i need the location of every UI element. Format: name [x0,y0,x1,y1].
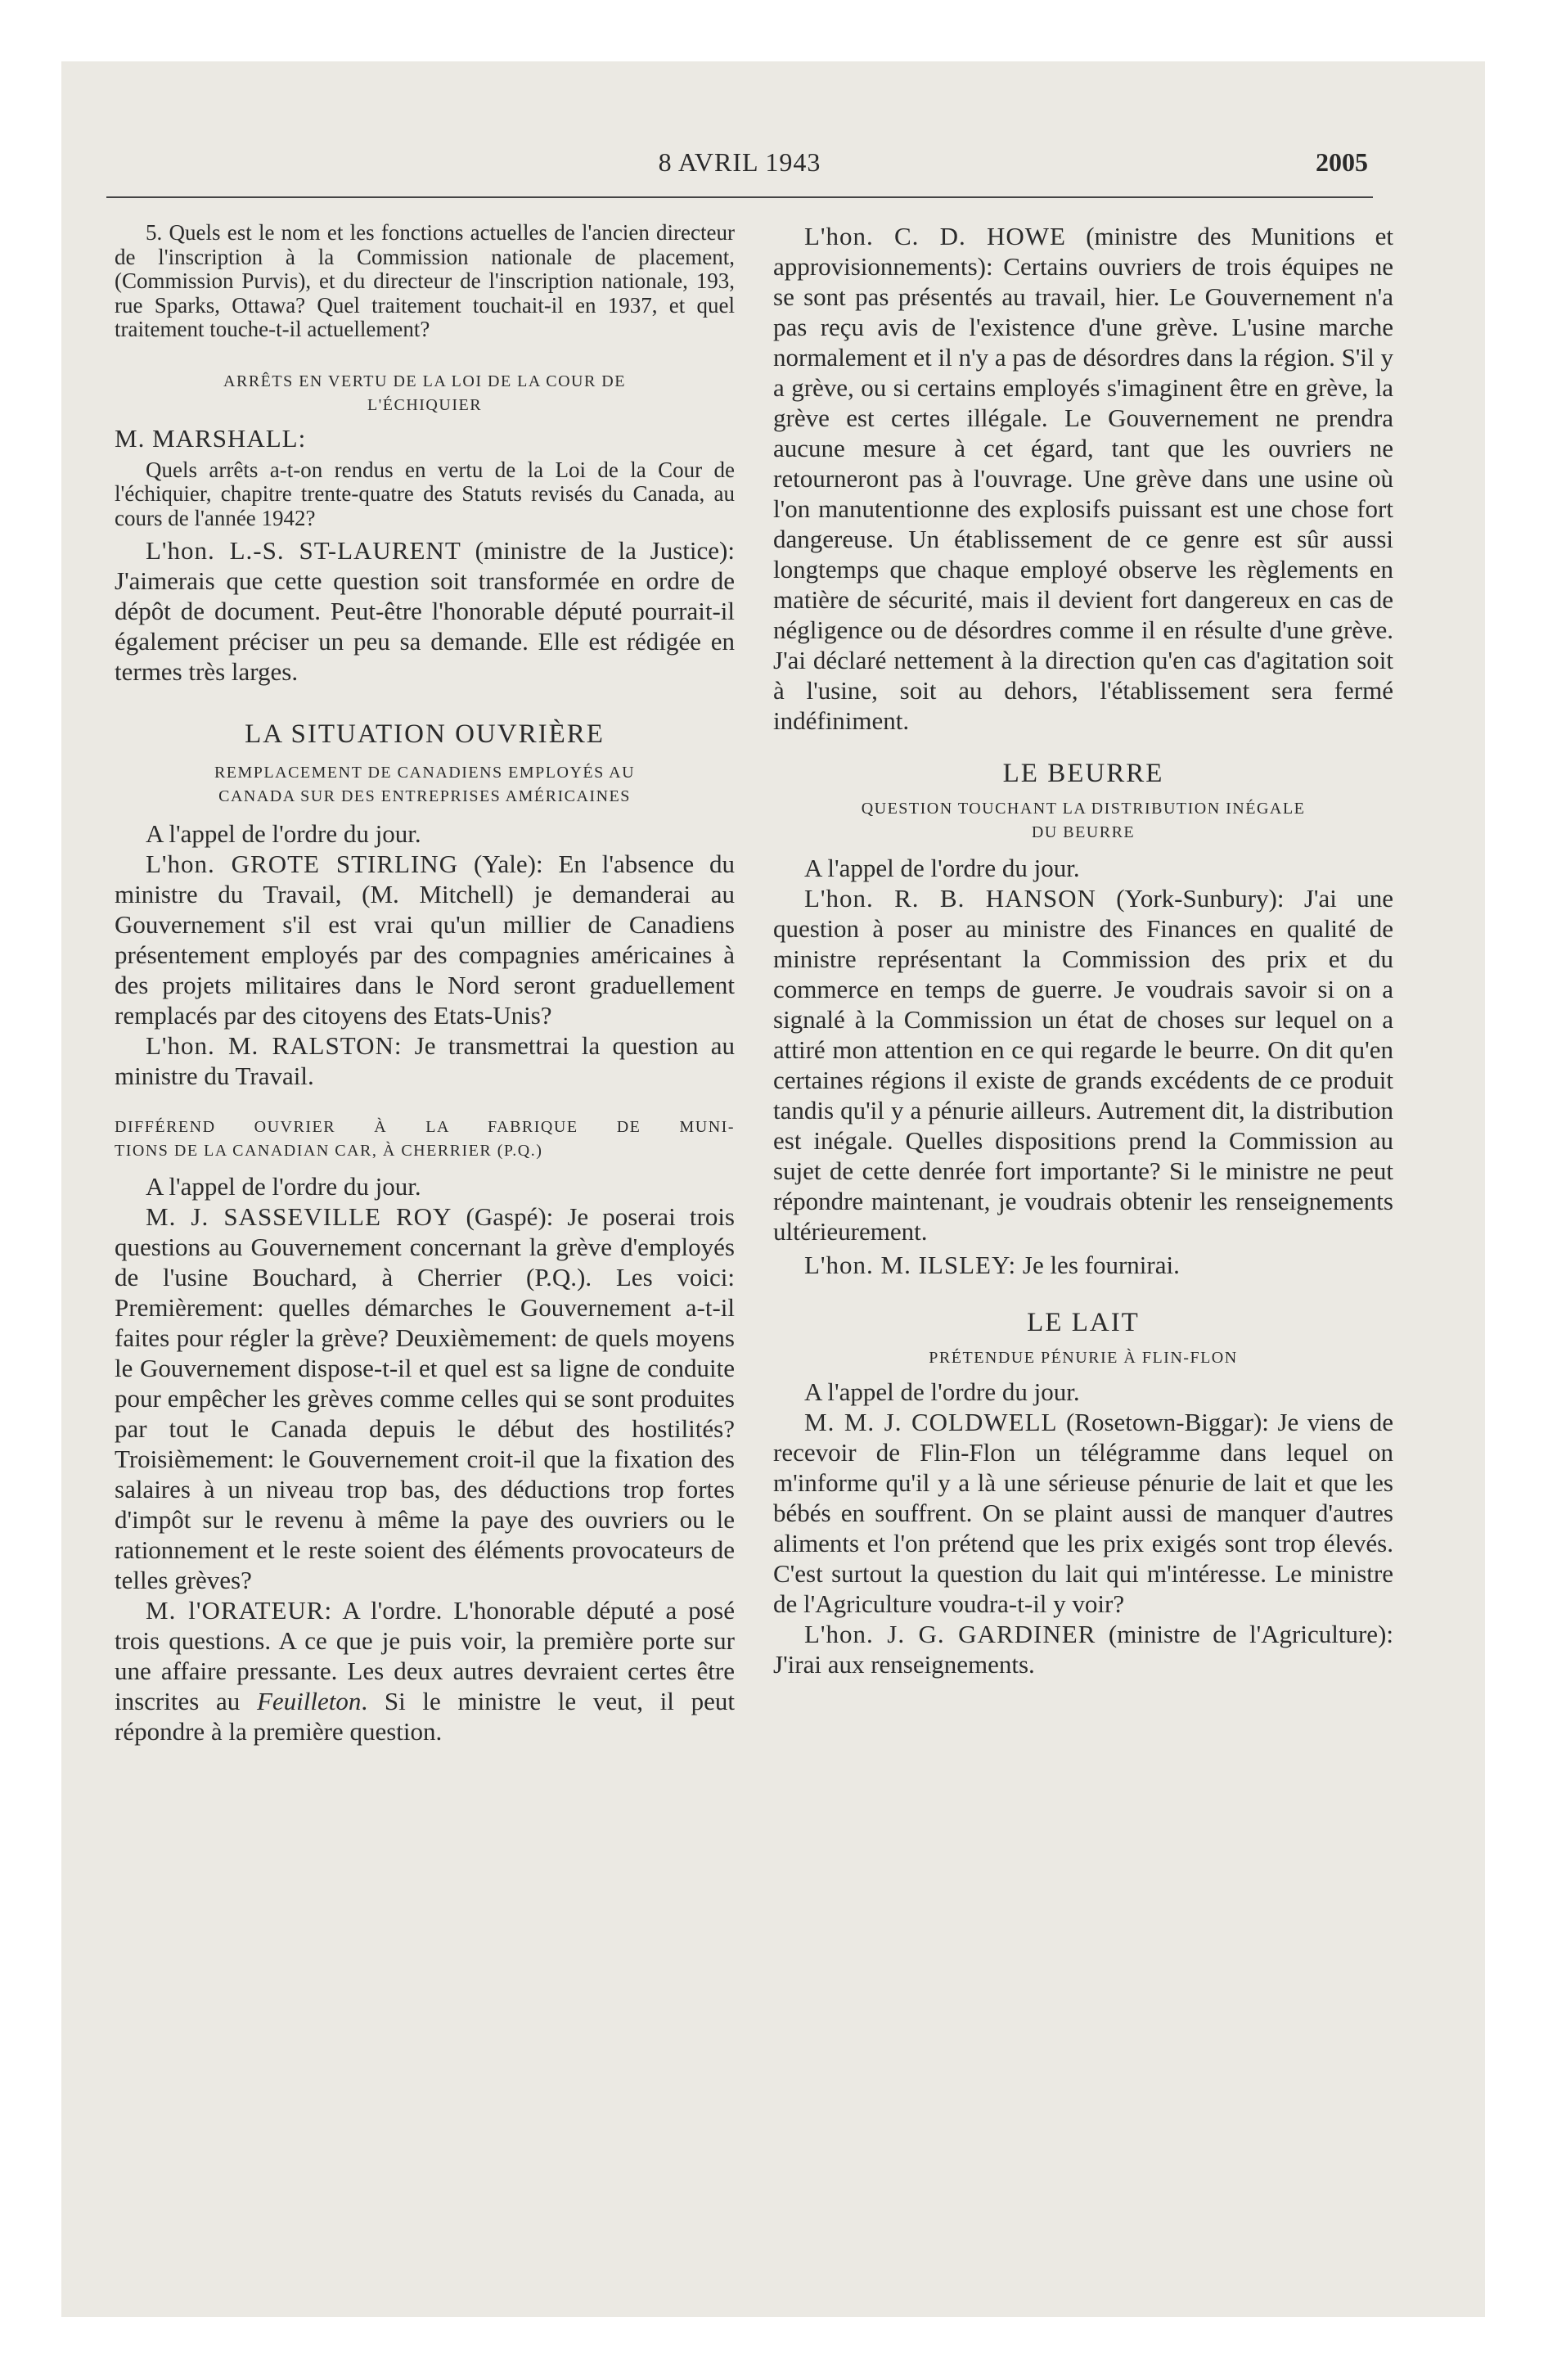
rubric-remplacement [115,761,735,809]
rubric-remplacement-line1: REMPLACEMENT DE CANADIENS EMPLOYÉS AU [214,764,636,782]
paragraph-ralston [115,1030,735,1091]
section-title-situation-ouvriere: LA SITUATION OUVRIÈRE [245,719,605,749]
text-ralston: Je transmettrai la question au ministre du Travail. [115,1031,735,1090]
paragraph-ilsley [773,1250,1393,1280]
question-5: 5. Quels est le nom et les fonctions actuelles de l'ancien directeur de l'inscription à la Commission nationale de placement, (Commission Purvis), et du directeur de l'inscription nationale, 193, rue Sparks, Ottawa? Quel traitement touchait-il en 1937, et quel traitement touche-t-il actuellement? [115,220,735,341]
speaker-howe: L'hon. C. D. HOWE [804,222,1066,250]
order-of-day-2: A l'appel de l'ordre du jour. [146,1172,421,1201]
rubric-beurre [773,797,1393,845]
speaker-orateur: M. l'ORATEUR: [146,1596,333,1625]
rubric-echiquier [115,370,735,417]
text-roy: (Gaspé): Je poserai trois questions au Gouvernement concernant la grève d'employés de l'usine Bouchard, à Cherrier (P.Q.). Les voici: Premièrement: quelles démarches le Gouvernement a-t-il faites pour régler la grève? Deuxièmement: de quels moyens le Gouvernement dispose-t-il et quel est sa ligne de conduite pour empêcher les grèves comme celles qui se sont produites par tout le Canada depuis le début des hostilités? Troisièmement: le Gouvernement croit-il que la fixation des salaires à un niveau trop bas, des déductions trop fortes d'impôt sur le revenu à même la paye des ouvriers ou le rationnement et le reste soient des éléments provocateurs de telles grèves? [115,1202,735,1594]
speaker-ilsley: L'hon. M. ILSLEY: [804,1251,1017,1279]
rubric-differend [115,1116,735,1163]
right-column [773,221,1393,1679]
rubric-echiquier-line2: L'ÉCHIQUIER [367,395,483,414]
text-orateur-italic: Feuilleton [256,1687,362,1715]
speaker-hanson: L'hon. R. B. HANSON [804,884,1096,913]
paragraph-stirling [115,849,735,1030]
paragraph-howe [773,221,1393,736]
text-howe: (ministre des Munitions et approvisionnements): Certains ouvriers de trois équipes ne se sont pas présentés au travail, hier. Le Gouvernement n'a pas reçu avis de l'existence d'une grève. L'usine marche normalement et il n'y a pas de désordres dans la région. S'il y a grève, ou si certains employés s'imaginent être en grève, la grève est certes illégale. Le Gouvernement ne prendra aucune mesure à cet égard, tant que les ouvriers ne retourneront pas à l'ouvrage. Une grève dans une usine où l'on manutentionne des explosifs puissant est une chose fort dangereuse. Un établissement de ce genre est sûr aussi longtemps que chaque employé observe les règlements en matière de sécurité, mais il devient fort dangereux en cas de négligence ou de désordres comme il en résulte d'une grève. J'ai déclaré nettement à la direction qu'en cas d'agitation soit à l'usine, soit au dehors, l'établissement sera fermé indéfiniment. [773,222,1393,735]
speaker-marshall: M. MARSHALL: [115,423,307,453]
text-orateur-b: . Si le ministre le veut, il peut répondre à la première question. [115,1687,735,1746]
paragraph-gardiner [773,1619,1393,1679]
paragraph-st-laurent [115,535,735,687]
section-title-beurre: LE BEURRE [1002,759,1164,788]
section-title-lait: LE LAIT [1027,1308,1140,1337]
order-of-day-3: A l'appel de l'ordre du jour. [804,854,1080,882]
paragraph-hanson [773,883,1393,1246]
page-header [106,147,1373,198]
left-column [115,221,735,1747]
rubric-differend-line1: DIFFÉREND OUVRIER À LA FABRIQUE DE MUNI- [115,1118,735,1136]
text-st-laurent: (ministre de la Justice): J'aimerais que cette question soit transformée en ordre de dépôt de document. Peut-être l'honorable député pourrait-il également préciser un peu sa demande. Elle est rédigée en termes très larges. [115,536,735,686]
paragraph-roy [115,1201,735,1595]
paragraph-coldwell [773,1407,1393,1619]
text-ilsley: Je les fournirai. [1016,1251,1180,1279]
rubric-beurre-line1: QUESTION TOUCHANT LA DISTRIBUTION INÉGALE [861,800,1306,818]
text-gardiner: (ministre de l'Agriculture): J'irai aux renseignements. [773,1620,1393,1679]
paragraph-orateur [115,1595,735,1747]
rubric-lait: PRÉTENDUE PÉNURIE À FLIN-FLON [929,1349,1238,1367]
text-stirling: (Yale): En l'absence du ministre du Travail, (M. Mitchell) je demanderai au Gouvernement s'il est vrai qu'un millier de Canadiens présentement employés par des compagnies américaines à des projets militaires dans le Nord seront graduellement remplacés par des citoyens des Etats-Unis? [115,850,735,1030]
header-date: 8 AVRIL 1943 [658,147,821,177]
rubric-remplacement-line2: CANADA SUR DES ENTREPRISES AMÉRICAINES [218,787,631,805]
text-hanson: (York-Sunbury): J'ai une question à poser au ministre des Finances en qualité de ministre représentant la Commission des prix et du commerce en temps de guerre. Je voudrais savoir si on a signalé à la Commission un état de choses sur lequel on a attiré mon attention en ce qui regarde le beurre. On dit qu'en certaines régions il existe de grands excédents de ce produit tandis qu'il y a pénurie ailleurs. Autrement dit, la distribution est inégale. Quelles dispositions prend la Commission au sujet de cette denrée fort importante? Si le ministre ne peut répondre maintenant, je voudrais obtenir les renseignements ultérieurement. [773,884,1393,1246]
speaker-coldwell: M. M. J. COLDWELL [804,1408,1058,1436]
question-marshall: Quels arrêts a-t-on rendus en vertu de la Loi de la Cour de l'échiquier, chapitre trente-quatre des Statuts revisés du Canada, au cours de l'année 1942? [115,457,735,530]
page-number: 2005 [1316,147,1368,177]
order-of-day-1: A l'appel de l'ordre du jour. [146,819,421,848]
order-of-day-4: A l'appel de l'ordre du jour. [804,1377,1080,1406]
text-orateur-a: A l'ordre. L'honorable député a posé trois questions. A ce que je puis voir, la première porte sur une affaire pressante. Les deux autres devraient certes être inscrites au [115,1596,736,1715]
text-coldwell: (Rosetown-Biggar): Je viens de recevoir de Flin-Flon un télégramme dans lequel on m'informe qu'il y a là une sérieuse pénurie de lait et que les bébés en souffrent. On se plaint aussi de manquer d'autres aliments et l'on prétend que les prix exigés sont trop élevés. C'est surtout la question du lait qui m'intéresse. Le ministre de l'Agriculture voudra-t-il y voir? [773,1408,1393,1618]
rubric-echiquier-line1: ARRÊTS EN VERTU DE LA LOI DE LA COUR DE [223,372,626,390]
speaker-st-laurent: L'hon. L.-S. ST-LAURENT [146,536,461,565]
rubric-differend-line2: TIONS DE LA CANADIAN CAR, À CHERRIER (P.Q.) [115,1142,543,1160]
speaker-stirling: L'hon. GROTE STIRLING [146,850,459,878]
speaker-roy: M. J. SASSEVILLE ROY [146,1202,452,1231]
speaker-ralston: L'hon. M. RALSTON: [146,1031,403,1060]
speaker-gardiner: L'hon. J. G. GARDINER [804,1620,1096,1648]
rubric-beurre-line2: DU BEURRE [1031,823,1136,841]
